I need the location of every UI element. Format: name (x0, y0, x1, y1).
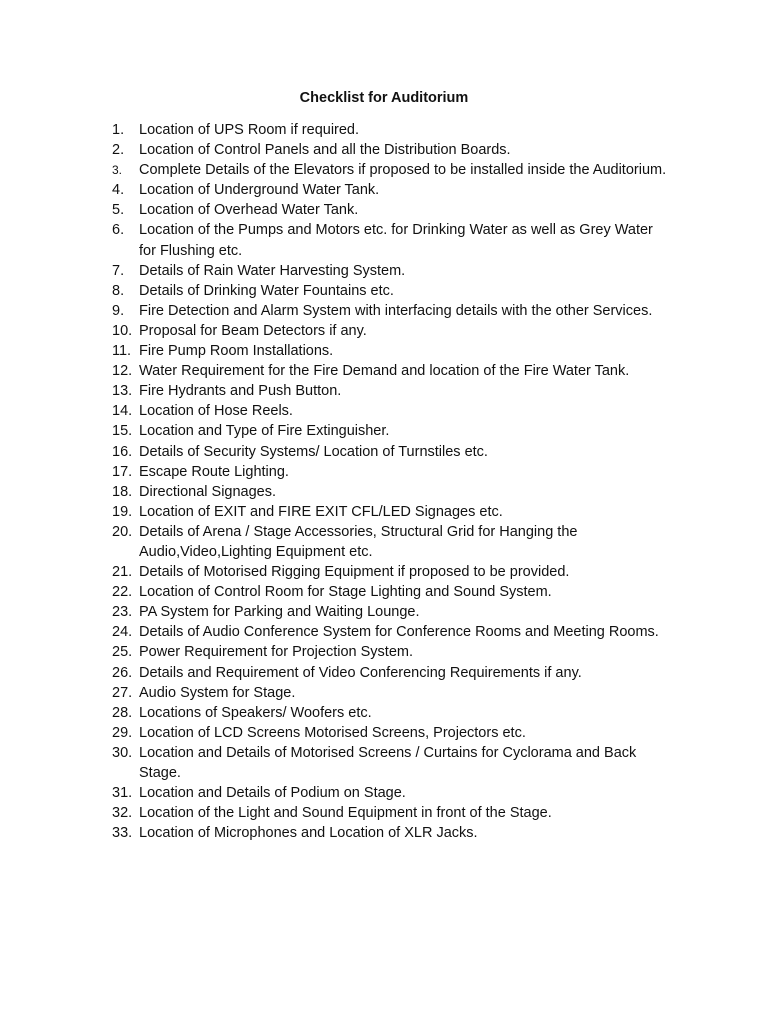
checklist-item (112, 462, 672, 482)
checklist-item (112, 140, 672, 160)
item-number: 9. (112, 302, 125, 319)
item-text: Location of the Pumps and Motors etc. for Drinking Water as well as Grey Water for Flushing etc. (139, 222, 653, 259)
item-text: Details of Security Systems/ Location of Turnstiles etc. (139, 443, 488, 460)
checklist-item (112, 160, 672, 180)
checklist-item (112, 381, 672, 401)
item-text: Location of Control Room for Stage Lighting and Sound System. (139, 584, 552, 601)
item-text: Complete Details of the Elevators if proposed to be installed inside the Auditorium. (139, 162, 667, 179)
checklist-item (112, 442, 672, 462)
checklist-item (112, 321, 672, 341)
item-number: 1. (112, 122, 125, 138)
item-number: 8. (112, 282, 125, 299)
checklist-item (112, 683, 672, 703)
item-number: 14. (112, 403, 133, 420)
checklist-item (112, 723, 672, 743)
item-text: Location and Type of Fire Extinguisher. (139, 423, 390, 440)
checklist-item (112, 421, 672, 441)
item-text: Details of Motorised Rigging Equipment if proposed to be provided. (139, 564, 570, 581)
checklist-item (112, 220, 672, 260)
item-number: 10. (112, 322, 133, 339)
item-number: 19. (112, 503, 133, 520)
item-number: 33. (112, 825, 133, 842)
item-text: Details of Audio Conference System for Conference Rooms and Meeting Rooms. (139, 624, 659, 641)
item-number: 15. (112, 423, 133, 440)
item-text: Fire Hydrants and Push Button. (139, 383, 342, 400)
checklist-item (112, 502, 672, 522)
checklist-item (112, 783, 672, 803)
checklist-item (112, 180, 672, 200)
item-number: 17. (112, 463, 133, 480)
item-number: 6. (112, 222, 125, 239)
item-number: 20. (112, 523, 133, 540)
item-text: PA System for Parking and Waiting Lounge. (139, 604, 420, 621)
item-number: 3. (112, 163, 123, 178)
item-number: 29. (112, 724, 133, 741)
checklist-item (112, 200, 672, 220)
checklist-item (112, 401, 672, 421)
item-text: Location of UPS Room if required. (139, 122, 360, 138)
item-text: Audio System for Stage. (139, 684, 296, 701)
item-text: Location and Details of Motorised Screens / Curtains for Cyclorama and Back Stage. (139, 744, 637, 781)
item-text: Directional Signages. (139, 483, 277, 500)
item-text: Power Requirement for Projection System. (139, 644, 413, 661)
checklist-item (112, 582, 672, 602)
item-number: 25. (112, 644, 133, 661)
item-number: 2. (112, 142, 125, 159)
checklist-item (112, 281, 672, 301)
checklist-item (112, 361, 672, 381)
item-number: 18. (112, 483, 133, 500)
checklist-item (112, 261, 672, 281)
checklist-item (112, 803, 672, 823)
item-text: Location of Overhead Water Tank. (139, 202, 359, 219)
checklist-item (112, 663, 672, 683)
item-text: Escape Route Lighting. (139, 463, 289, 480)
item-number: 32. (112, 805, 133, 822)
item-number: 12. (112, 363, 133, 380)
item-number: 27. (112, 684, 133, 701)
page-title: Checklist for Auditorium (299, 90, 469, 106)
item-text: Fire Pump Room Installations. (139, 343, 334, 360)
checklist-item (112, 522, 672, 562)
item-number: 30. (112, 744, 133, 761)
item-number: 7. (112, 262, 125, 279)
item-text: Water Requirement for the Fire Demand and location of the Fire Water Tank. (139, 363, 630, 380)
checklist-item (112, 562, 672, 582)
item-number: 13. (112, 383, 133, 400)
checklist (112, 120, 672, 843)
item-text: Location of LCD Screens Motorised Screens, Projectors etc. (139, 724, 526, 741)
item-text: Proposal for Beam Detectors if any. (139, 322, 367, 339)
checklist-item (112, 120, 672, 140)
checklist-item (112, 703, 672, 723)
item-number: 24. (112, 624, 133, 641)
item-text: Location of EXIT and FIRE EXIT CFL/LED Signages etc. (139, 503, 503, 520)
checklist-item (112, 823, 672, 843)
item-number: 28. (112, 704, 133, 721)
item-number: 21. (112, 564, 133, 581)
item-text: Locations of Speakers/ Woofers etc. (139, 704, 372, 721)
item-text: Location and Details of Podium on Stage. (139, 785, 406, 802)
checklist-item (112, 482, 672, 502)
item-number: 11. (112, 343, 132, 360)
item-number: 4. (112, 182, 125, 199)
checklist-item (112, 743, 672, 783)
item-number: 31. (112, 785, 133, 802)
item-text: Details of Arena / Stage Accessories, Structural Grid for Hanging the Audio,Video,Lighting Equipment etc. (139, 523, 578, 560)
item-text: Details of Drinking Water Fountains etc. (139, 282, 394, 299)
item-text: Fire Detection and Alarm System with interfacing details with the other Services. (139, 302, 653, 319)
checklist-item (112, 341, 672, 361)
item-text: Location of Control Panels and all the Distribution Boards. (139, 142, 511, 159)
item-number: 23. (112, 604, 133, 621)
item-text: Location of Hose Reels. (139, 403, 293, 420)
checklist-item (112, 622, 672, 642)
item-text: Details and Requirement of Video Conferencing Requirements if any. (139, 664, 582, 681)
item-number: 26. (112, 664, 133, 681)
checklist-item (112, 301, 672, 321)
checklist-item (112, 602, 672, 622)
item-number: 22. (112, 584, 133, 601)
item-number: 5. (112, 202, 125, 219)
item-number: 16. (112, 443, 133, 460)
item-text: Location of Microphones and Location of XLR Jacks. (139, 825, 478, 842)
item-text: Details of Rain Water Harvesting System. (139, 262, 406, 279)
item-text: Location of the Light and Sound Equipment in front of the Stage. (139, 805, 552, 822)
checklist-item (112, 642, 672, 662)
item-text: Location of Underground Water Tank. (139, 182, 380, 199)
